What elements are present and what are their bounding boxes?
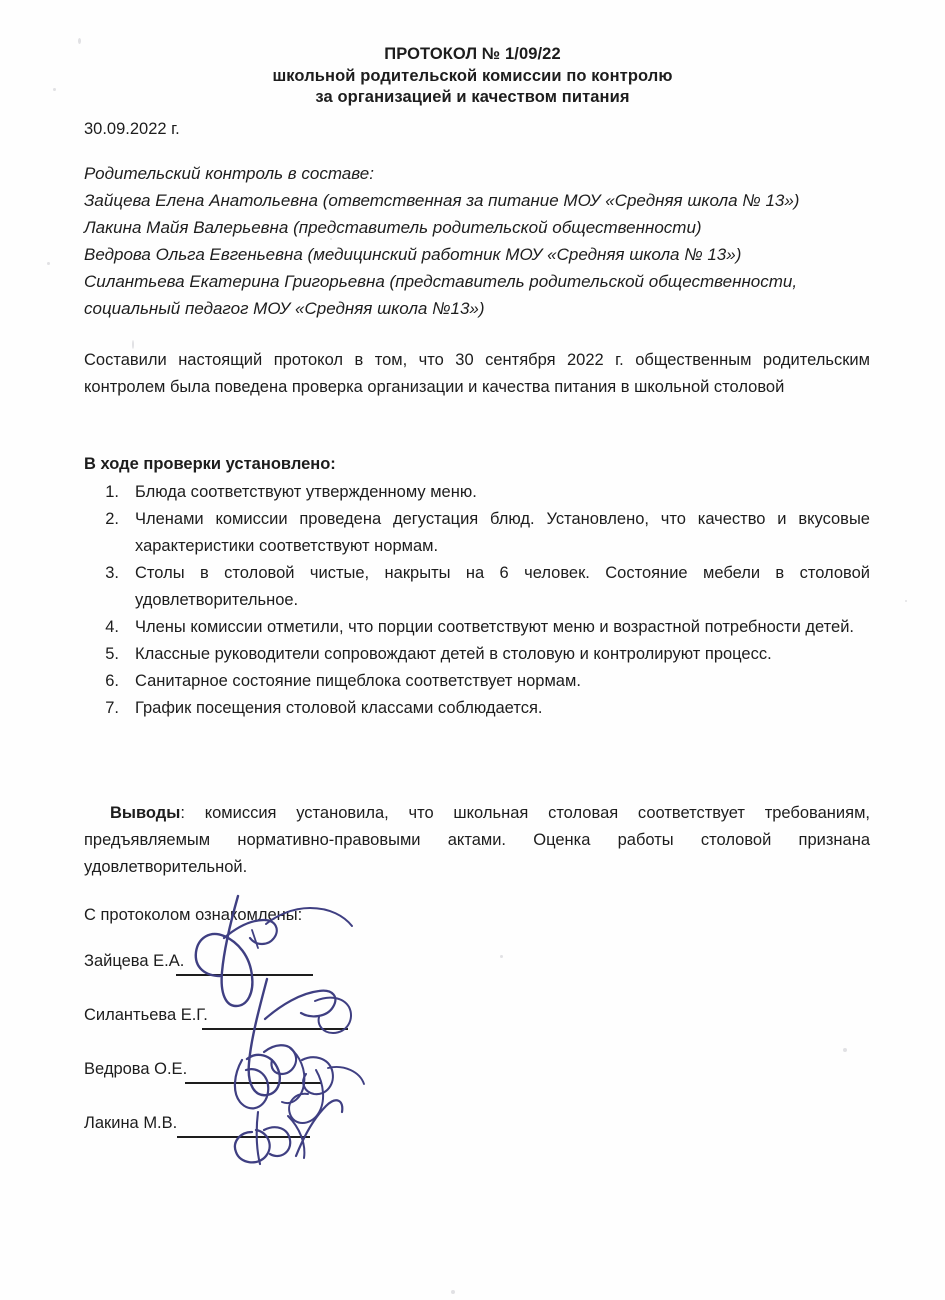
signature-line	[177, 1136, 310, 1138]
list-item-number: 1.	[105, 483, 119, 501]
findings-heading: В ходе проверки установлено:	[84, 455, 336, 473]
title-line-1: ПРОТОКОЛ № 1/09/22	[384, 45, 561, 63]
scan-speck	[47, 262, 50, 265]
list-item-text: Санитарное состояние пищеблока соответствует нормам.	[135, 672, 581, 690]
signature-row	[84, 1112, 504, 1166]
intro-paragraph	[84, 347, 870, 401]
list-item	[84, 560, 870, 614]
list-item-text: Классные руководители сопровождают детей в столовую и контролируют процесс.	[135, 645, 772, 663]
findings-list	[84, 479, 870, 722]
signature-line	[176, 974, 313, 976]
scan-speck	[905, 600, 907, 602]
signatory-name: Ведрова О.Е.	[84, 1060, 188, 1078]
list-item-text: Членами комиссии проведена дегустация блюд. Установлено, что качество и вкусовые характеристики соответствуют нормам.	[135, 510, 870, 555]
list-item	[84, 641, 870, 668]
members-lead-in: Родительский контроль в составе:	[84, 164, 374, 183]
scan-speck	[451, 1290, 455, 1294]
member-item: Ведрова Ольга Евгеньевна (медицинский работник МОУ «Средняя школа № 13»)	[84, 245, 742, 264]
signature-list	[84, 950, 504, 1166]
title-line-2: школьной родительской комиссии по контролю	[272, 66, 673, 85]
list-item-text: Члены комиссии отметили, что порции соответствуют меню и возрастной потребности детей.	[135, 618, 855, 636]
list-item-number: 3.	[105, 564, 119, 582]
list-item-text: Блюда соответствуют утвержденному меню.	[135, 483, 477, 501]
signature-line	[202, 1028, 348, 1030]
conclusion-label: Выводы	[110, 804, 181, 822]
signature-row	[84, 950, 504, 1004]
scan-speck	[843, 1048, 847, 1052]
list-item	[84, 479, 870, 506]
member-item: Силантьева Екатерина Григорьевна (представитель родительской общественности, социальный педагог МОУ «Средняя школа №13»)	[84, 272, 798, 318]
document-title	[0, 44, 945, 109]
list-item	[84, 506, 870, 560]
acknowledgement-heading: С протоколом ознакомлены:	[84, 906, 303, 924]
signature-row	[84, 1004, 504, 1058]
list-item	[84, 614, 870, 641]
document-date: 30.09.2022 г.	[84, 120, 180, 138]
member-item: Лакина Майя Валерьевна (представитель родительской общественности)	[84, 218, 702, 237]
signatory-name: Лакина М.В.	[84, 1114, 178, 1132]
intro-text: Составили настоящий протокол в том, что 30 сентября 2022 г. общественным родительским контролем была поведена проверка организации и качества питания в школьной столовой	[84, 351, 870, 396]
list-item	[84, 668, 870, 695]
list-item-number: 6.	[105, 672, 119, 690]
signatory-name: Зайцева Е.А.	[84, 952, 185, 970]
list-item-text: Столы в столовой чистые, накрыты на 6 человек. Состояние мебели в столовой удовлетворительное.	[135, 564, 870, 609]
list-item	[84, 695, 870, 722]
conclusion-paragraph	[84, 800, 870, 881]
member-item: Зайцева Елена Анатольевна (ответственная за питание МОУ «Средняя школа № 13»)	[84, 191, 800, 210]
list-item-number: 7.	[105, 699, 119, 717]
list-item-number: 5.	[105, 645, 119, 663]
list-item-number: 4.	[105, 618, 119, 636]
list-item-number: 2.	[105, 510, 119, 528]
signature-row	[84, 1058, 504, 1112]
conclusion-text: комиссия установила, что школьная столовая соответствует требованиям, предъявляемым нормативно-правовыми актами. Оценка работы столовой признана удовлетворительной.	[84, 804, 871, 876]
list-item-text: График посещения столовой классами соблюдается.	[135, 699, 543, 717]
title-line-3: за организацией и качеством питания	[315, 88, 630, 106]
signature-line	[185, 1082, 321, 1084]
members-block	[84, 160, 870, 322]
signatory-name: Силантьева Е.Г.	[84, 1006, 208, 1024]
conclusion-separator: :	[180, 804, 205, 822]
